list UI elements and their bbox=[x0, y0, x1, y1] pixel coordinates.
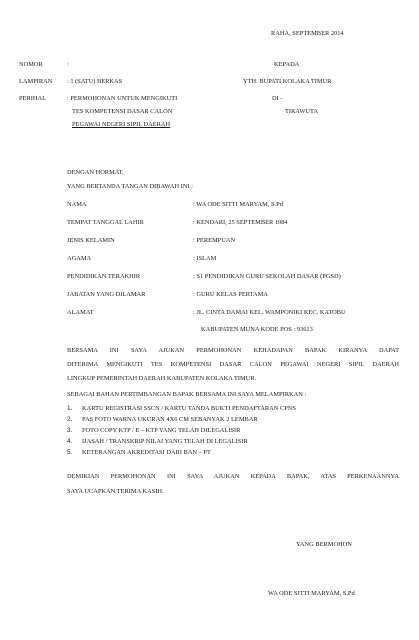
closing-line-1: DEMIKIAN PERMOHONAN INI SAYA AJUKAN KEPADA BAPAK, ATAS PERKENAANNYA bbox=[67, 473, 399, 480]
field-label-jenis-kelamin: JENIS KELAMIN bbox=[67, 237, 115, 244]
attachment-text: PAS FOTO WARNA UKURAN 4X6 CM SEBANYAK 2 LEMBAR bbox=[82, 416, 258, 423]
attachments-intro: SEBAGAI BAHAN PERTIMBANGAN BAPAK BERSAMA INI SAYA MELAMPIRKAN : bbox=[67, 391, 307, 398]
field-value-pendidikan: : S1 PENDIDIKAN GURU SEKOLAH DASAR (PGSD) bbox=[193, 273, 341, 280]
perihal-label: PERIHAL bbox=[19, 95, 46, 102]
attachment-number: 2. bbox=[67, 416, 73, 423]
attachment-number: 1. bbox=[67, 405, 73, 412]
attachment-text: KETERANGAN AKREDITASI DARI BAN – PT bbox=[82, 449, 211, 456]
field-label-nama: NAMA bbox=[67, 201, 87, 208]
perihal-line-1: : PERMOHONAN UNTUK MENGIKUTI bbox=[67, 95, 178, 102]
attachment-number: 5. bbox=[67, 449, 73, 456]
attachment-text: FOTO COPY KTP / E – KTP YANG TELAH DILEGALISIR bbox=[82, 427, 241, 434]
field-value-nama: : WA ODE SITTI MARYAM, S.Pd bbox=[193, 201, 283, 208]
attachment-number: 4. bbox=[67, 438, 73, 445]
closing-line-2: SAYA UCAPKAN TERIMA KASIH. bbox=[67, 488, 164, 495]
field-value-alamat: : JL. CINTA DAMAI KEL. WAMPONIKI KEC. KATOBU bbox=[193, 309, 346, 316]
field-label-ttl: TEMPAT TANGGAL LAHIR bbox=[67, 219, 144, 226]
nomor-label: NOMOR bbox=[19, 61, 43, 68]
paragraph-1-line-2: DITERIMA MENGIKUTI TES KOMPETENSI DASAR CALON PEGAWAI NEGERI SIPIL DAERAH bbox=[67, 361, 399, 368]
field-label-jabatan: JABATAN YANG DILAMAR bbox=[67, 291, 146, 298]
recipient-di: DI - bbox=[272, 95, 283, 102]
field-label-agama: AGAMA bbox=[67, 255, 92, 262]
lampiran-label: LAMPIRAN bbox=[19, 78, 53, 85]
signature-label: YANG BERMOHON bbox=[296, 541, 352, 548]
recipient-title: YTH. BUPATI KOLAKA TIMUR bbox=[243, 78, 332, 85]
nomor-colon: : bbox=[67, 61, 69, 68]
recipient-place: TIRAWUTA bbox=[285, 108, 319, 115]
field-value-jabatan: : GURU KELAS PERTAMA bbox=[193, 291, 268, 298]
perihal-line-2: TES KOMPETENSI DASAR CALON bbox=[72, 108, 173, 115]
greeting: DENGAN HORMAT, bbox=[67, 169, 124, 176]
field-value-jenis-kelamin: : PEREMPUAN bbox=[193, 237, 236, 244]
attachment-text: IJASAH / TRANSKRIP NILAI YANG TELAH DI LEGALISIR bbox=[82, 438, 248, 445]
paragraph-1-line-1: BERSAMA INI SAYA AJUKAN PERMOHONAN KEHADAPAN BAPAK KIRANYA DAPAT bbox=[67, 347, 399, 354]
paragraph-1-line-3: LINGKUP PEMERINTAH DAERAH KABUPATEN KOLAKA TIMUR. bbox=[67, 375, 257, 382]
attachment-text: KARTU REGISTRASI SSCN / KARTU TANDA BUKTI PENDAFTARAN CPNS bbox=[82, 405, 296, 412]
field-value-alamat-line-2: KABUPATEN MUNA KODE POS : 93613 bbox=[201, 326, 313, 333]
field-label-pendidikan: PENDIDIKAN TERAKHIR bbox=[67, 273, 141, 280]
field-value-ttl: : KENDARI, 25 SEPTEMBER 1984 bbox=[193, 219, 288, 226]
lampiran-value: : 1 (SATU) BERKAS bbox=[67, 78, 123, 85]
perihal-line-3: PEGAWAI NEGERI SIPIL DAERAH bbox=[72, 121, 171, 128]
place-date: RAHA, SEPTEMBER 2014 bbox=[271, 30, 344, 37]
field-label-alamat: ALAMAT bbox=[67, 309, 94, 316]
attachment-number: 3. bbox=[67, 427, 73, 434]
recipient-kepada: KEPADA bbox=[274, 61, 300, 68]
field-value-agama: : ISLAM bbox=[193, 255, 217, 262]
signature-name: WA ODE SITTI MARYAM, S.Pd bbox=[268, 590, 355, 597]
intro-line: YANG BERTANDA TANGAN DIBAWAH INI : bbox=[67, 183, 193, 190]
